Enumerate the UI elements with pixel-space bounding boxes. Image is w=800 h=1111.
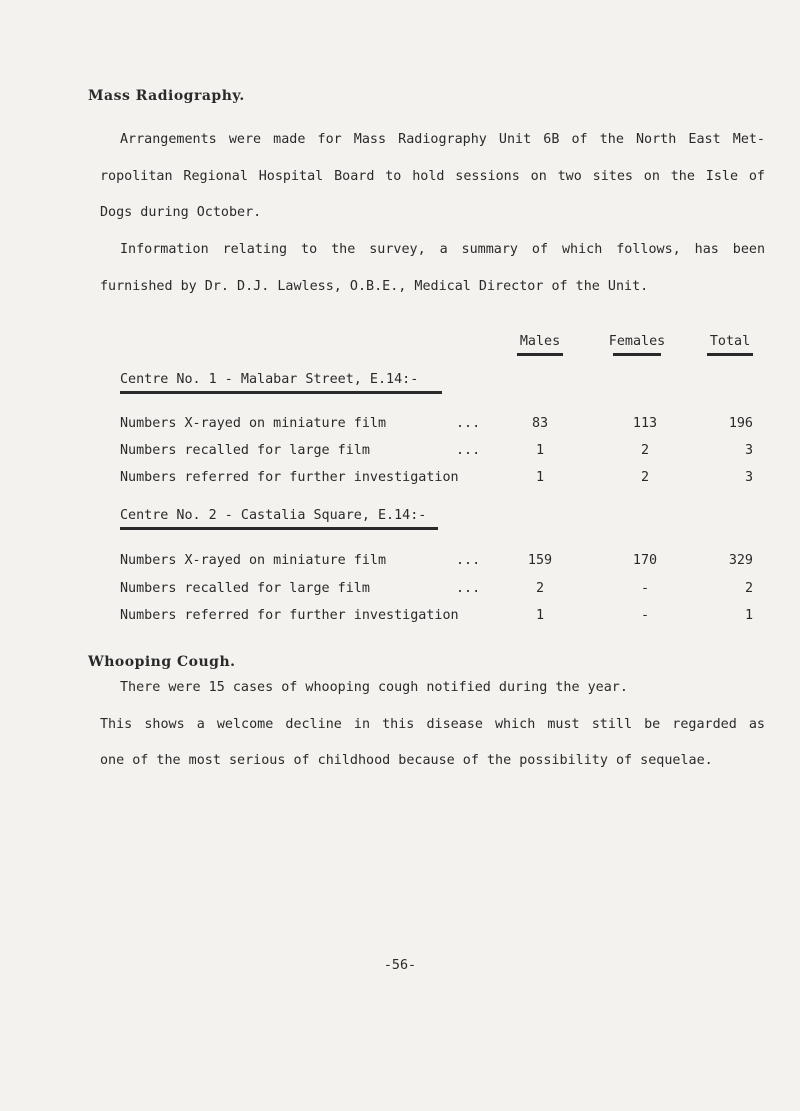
total-value: 196 [728, 416, 753, 431]
underline [613, 353, 661, 356]
paragraph-line: Dogs during October. [100, 205, 262, 220]
whooping-cough-paragraph [100, 670, 765, 780]
underline [120, 527, 438, 530]
row-label: Numbers referred for further investigation [120, 470, 459, 485]
total-value: 2 [744, 581, 753, 596]
row-leader-dots: ... [456, 416, 481, 431]
table-row [120, 443, 770, 463]
total-value: 3 [744, 443, 753, 458]
mass-radiography-paragraph-2 [100, 232, 765, 305]
total-value: 3 [744, 470, 753, 485]
table-row [120, 553, 770, 573]
underline [517, 353, 563, 356]
paragraph-line: furnished by Dr. D.J. Lawless, O.B.E., Medical Director of the Unit. [100, 278, 649, 294]
table-row [120, 581, 770, 601]
males-value: 1 [535, 608, 545, 623]
column-header-total [705, 334, 755, 356]
females-value: 2 [640, 443, 650, 458]
column-header-label: Females [608, 334, 666, 349]
total-value: 329 [728, 553, 753, 568]
row-label: Numbers X-rayed on miniature film [120, 553, 387, 568]
whooping-cough-heading: Whooping Cough. [88, 654, 236, 670]
paragraph-line: Information relating to the survey, a summary of which follows, has been [120, 242, 765, 257]
males-value: 1 [535, 470, 545, 485]
paragraph-line: one of the most serious of childhood because of the possibility of sequelae. [100, 753, 713, 768]
column-header-label: Males [519, 334, 561, 349]
paragraph-line: This shows a welcome decline in this disease which must still be regarded as [100, 716, 765, 732]
page-number: -56- [383, 958, 417, 973]
paragraph-line: ropolitan Regional Hospital Board to hold sessions on two sites on the Isle of [100, 168, 765, 184]
males-value: 1 [535, 443, 545, 458]
row-label: Numbers referred for further investigation [120, 608, 459, 623]
row-leader-dots: ... [456, 581, 481, 596]
row-label: Numbers recalled for large film [120, 581, 370, 596]
row-leader-dots: ... [456, 443, 481, 458]
column-header-males [515, 334, 565, 356]
total-value: 1 [744, 608, 753, 623]
table-row [120, 470, 770, 490]
row-leader-dots: ... [456, 553, 481, 568]
column-header-label: Total [709, 334, 751, 349]
row-label: Numbers recalled for large film [120, 443, 370, 458]
mass-radiography-paragraph-1 [100, 122, 765, 232]
males-value: 83 [531, 416, 549, 431]
centre-2-title [120, 508, 438, 530]
underline [120, 391, 442, 394]
centre-title-text: Centre No. 2 - Castalia Square, E.14:- [120, 508, 427, 523]
paragraph-line: There were 15 cases of whooping cough notified during the year. [120, 680, 628, 695]
table-row [120, 416, 770, 436]
females-value: 2 [640, 470, 650, 485]
row-label: Numbers X-rayed on miniature film [120, 416, 387, 431]
females-value: 170 [632, 553, 658, 568]
females-value: 113 [632, 416, 658, 431]
males-value: 2 [535, 581, 545, 596]
table-row [120, 608, 770, 628]
centre-title-text: Centre No. 1 - Malabar Street, E.14:- [120, 372, 419, 387]
females-value: - [640, 608, 650, 623]
females-value: - [640, 581, 650, 596]
underline [707, 353, 753, 356]
mass-radiography-heading: Mass Radiography. [88, 88, 245, 104]
males-value: 159 [527, 553, 553, 568]
paragraph-line: Arrangements were made for Mass Radiography Unit 6B of the North East Met- [120, 132, 765, 147]
centre-1-title [120, 372, 442, 394]
column-header-females [603, 334, 671, 356]
